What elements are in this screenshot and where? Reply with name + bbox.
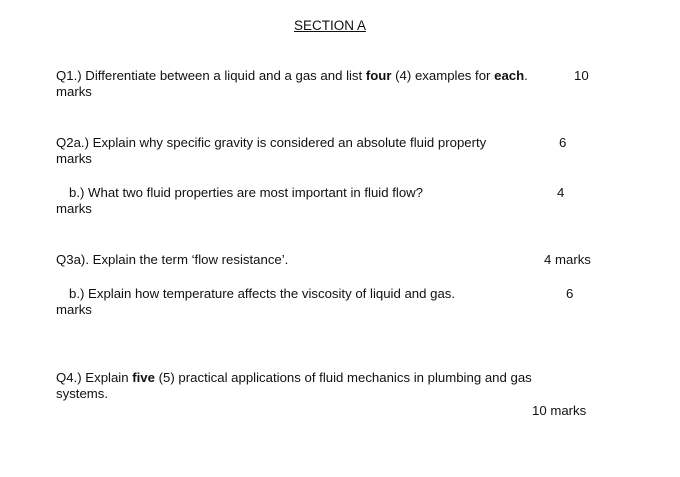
q1-emphasis-each: each [494,68,525,83]
question-2b-text: b.) What two fluid properties are most important in fluid flow? [69,185,424,200]
question-1-text [56,68,528,84]
question-3b-text: b.) Explain how temperature affects the viscosity of liquid and gas. [69,286,456,301]
question-4-text-line-2: systems. [56,386,109,401]
question-3a-marks: 4 marks [544,252,591,267]
q1-emphasis-four: four [365,68,392,83]
question-1-marks-value: 10 [574,68,589,83]
question-1-marks-word: marks [56,84,92,99]
question-2a-text: Q2a.) Explain why specific gravity is considered an absolute fluid property [56,135,487,150]
q1-text-part: . [524,68,528,83]
question-2a-marks-word: marks [56,151,92,166]
question-3b-marks-word: marks [56,302,92,317]
q4-text-part: (5) practical applications of fluid mechanics in plumbing and gas [154,370,532,385]
question-3b-marks-value: 6 [566,286,574,301]
q1-text-part: Q1.) Differentiate between a liquid and a gas and list [56,68,366,83]
section-title: SECTION A [293,18,366,33]
question-2a-marks-value: 6 [559,135,567,150]
question-2b-marks-value: 4 [557,185,565,200]
q4-emphasis-five: five [132,370,155,385]
q1-text-part: (4) examples for [391,68,495,83]
q4-text-part: Q4.) Explain [56,370,133,385]
question-3a-text: Q3a). Explain the term ‘flow resistance’. [56,252,289,267]
question-2b-marks-word: marks [56,201,92,216]
question-4-marks: 10 marks [532,403,587,418]
question-4-text [56,370,532,386]
